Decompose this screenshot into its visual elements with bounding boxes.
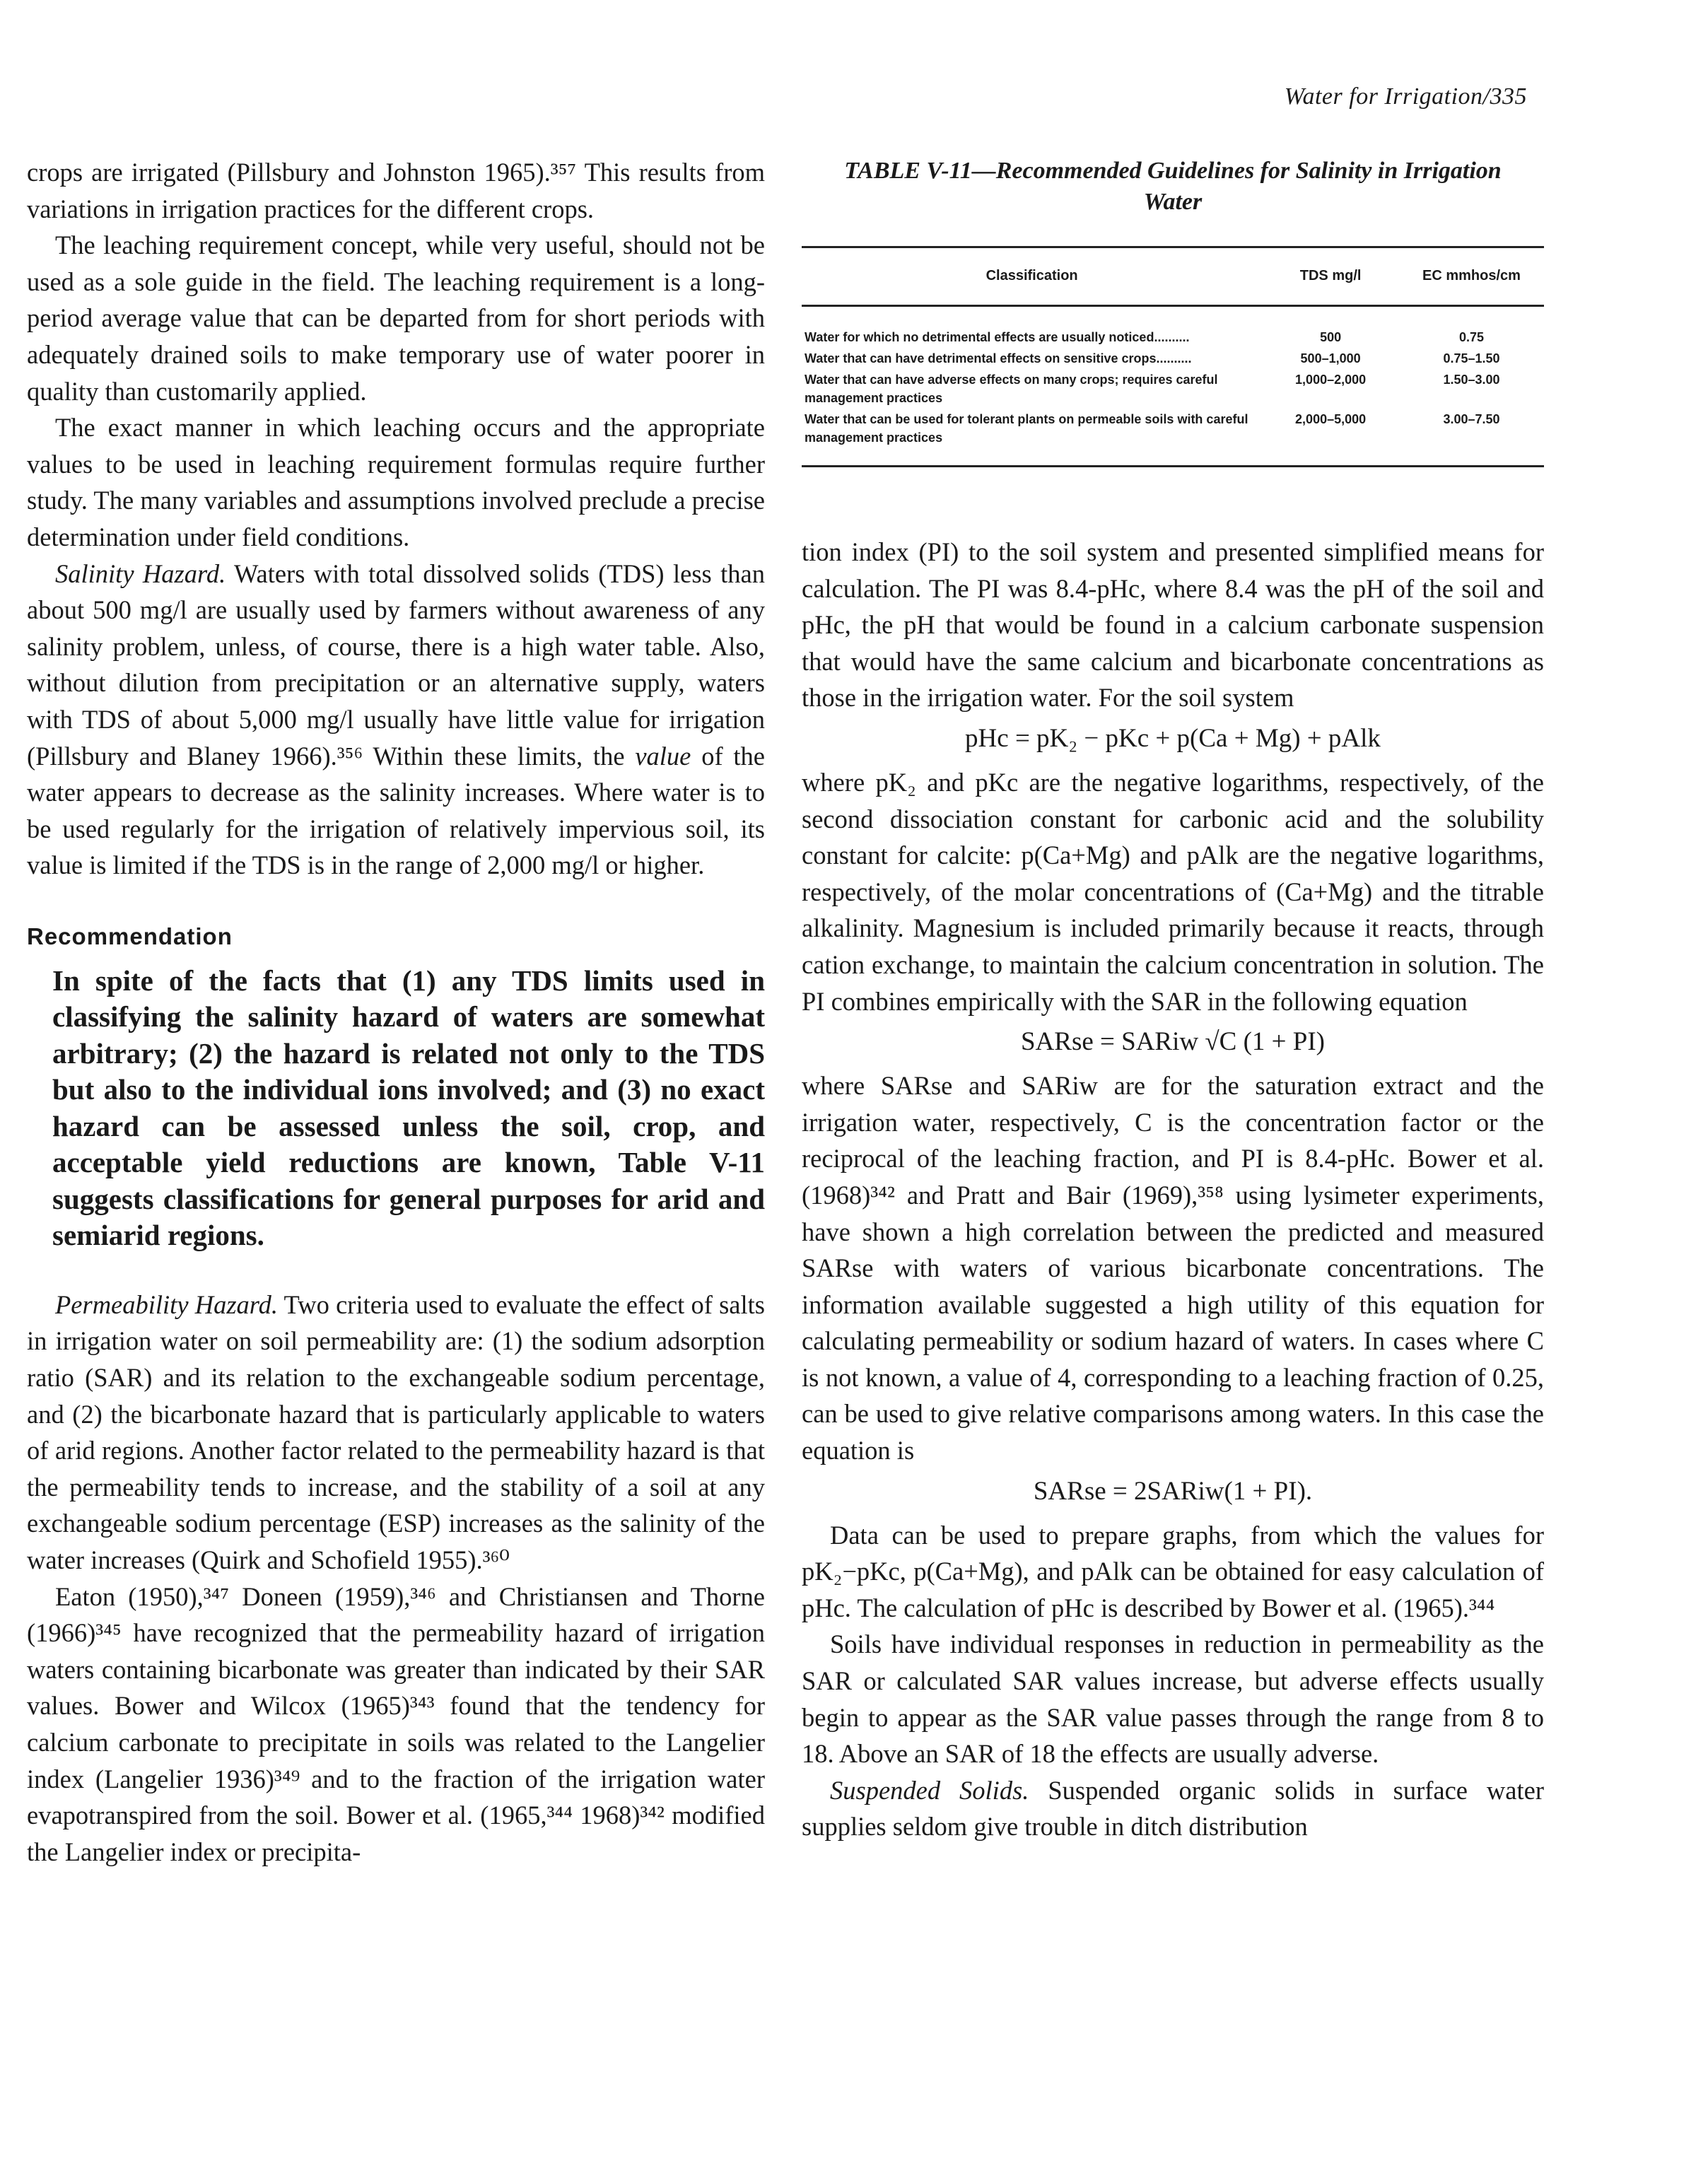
paragraph: The leaching requirement concept, while very useful, should not be used as a sole guide in the field. The leaching requirement is a long-period average value that can be departed from for short periods with adequately drained soils to make temporary use of water poorer in quality than customarily applied. — [27, 230, 765, 406]
table-header-row — [802, 247, 1544, 306]
section-label: Suspended Solids. — [830, 1775, 1029, 1805]
paragraph: crops are irrigated (Pillsbury and Johnston 1965).³⁵⁷ This results from variations in irrigation practices for the different crops. — [27, 158, 765, 223]
equation-sar-simplified: SARse = 2SARiw(1 + PI). — [1033, 1476, 1313, 1506]
paragraph: Data can be used to prepare graphs, from which the values for pK₂−pKc, p(Ca+Mg), and pAlk can be obtained for easy calculation of pHc. The calculation of pHc is described by Bower et al. (1965).³⁴⁴ — [802, 1520, 1544, 1622]
emphasis-text: value — [635, 741, 691, 771]
table-cell: 3.00–7.50 — [1399, 409, 1544, 467]
table-row — [802, 306, 1544, 349]
salinity-guidelines-table — [802, 246, 1544, 467]
salinity-hazard-paragraph — [27, 556, 765, 884]
column-header: Classification — [802, 247, 1262, 306]
running-head: Water for Irrigation/335 — [1284, 83, 1527, 110]
column-header: TDS mg/l — [1262, 247, 1399, 306]
paragraph: Soils have individual responses in reduction in permeability as the SAR or calculated SAR values increase, but adverse effects usually begin to appear as the SAR value passes through the range from 8 to 18. Above an SAR of 18 the effects are usually adverse. — [802, 1629, 1544, 1769]
recommendation-heading: Recommendation — [27, 923, 233, 949]
right-body — [802, 534, 1544, 1845]
table-cell: Water that can be used for tolerant plants on permeable soils with careful management practices — [802, 409, 1262, 467]
column-header: EC mmhos/cm — [1399, 247, 1544, 306]
table-cell: 500 — [1320, 330, 1342, 344]
paragraph: Eaton (1950),³⁴⁷ Doneen (1959),³⁴⁶ and Christiansen and Thorne (1966)³⁴⁵ have recognized that the permeability hazard of irrigation waters containing bicarbonate was greater than indicated by their SAR values. Bower and Wilcox (1965)³⁴³ found that the tendency for calcium carbonate to precipitate in soils was related to the Langelier index (Langelier 1936)³⁴⁹ and to the fraction of the irrigation water evapotranspired from the soil. Bower et al. (1965,³⁴⁴ 1968)³⁴² modified the Langelier index or precipita- — [27, 1581, 765, 1866]
table-row — [802, 348, 1544, 369]
equation-sar: SARse = SARiw √C (1 + PI) — [1020, 1027, 1326, 1057]
paragraph: where pK₂ and pKc are the negative logarithms, respectively, of the second dissociation constant for carbonic acid and the solubility constant for calcite: p(Ca+Mg) and pAlk are the negative logarithms, respectively, of the molar concentrations of (Ca+Mg) and the titrable alkalinity. Magnesium is included primarily because it reacts, through cation exchange, to maintain the calcium concentration in solution. The PI combines empirically with the SAR in the following equation — [802, 767, 1544, 1016]
paragraph: The exact manner in which leaching occurs and the appropriate values to be used in leaching requirement formulas require further study. The many variables and assumptions involved preclude a precise determination under field conditions. — [27, 413, 765, 551]
table-cell: 500–1,000 — [1300, 351, 1361, 365]
suspended-solids-paragraph — [802, 1772, 1544, 1845]
table-cell: Water that can have detrimental effects on sensitive crops.......... — [805, 351, 1192, 365]
paragraph-text: Waters with total dissolved solids (TDS) less than about 500 mg/l are usually used by farmers without awareness of any salinity problem, unless, of course, there is a high water table. Also, without dilution from precipitation or an alternative supply, waters with TDS of about 5,000 mg/l usually have little value for irrigation (Pillsbury and Blaney 1966).³⁵⁶ Within these limits, the — [27, 558, 765, 771]
table-row — [802, 369, 1544, 409]
paragraph-text: Suspended organic solids in surface water supplies seldom give trouble in ditch distribution — [802, 1775, 1544, 1842]
right-column — [802, 154, 1544, 1845]
table-cell: Water for which no detrimental effects are usually noticed.......... — [805, 330, 1190, 344]
table-row — [802, 409, 1544, 467]
section-label: Permeability Hazard. — [55, 1289, 279, 1319]
recommendation-text: In spite of the facts that (1) any TDS limits used in classifying the salinity hazard of waters are somewhat arbitrary; (2) the hazard is related not only to the TDS but also to the individual ions involved; and (3) no exact hazard can be assessed unless the soil, crop, and acceptable yield reductions are known, Table V-11 suggests classifications for general purposes for arid and semiarid regions. — [52, 964, 765, 1252]
permeability-hazard-paragraph — [27, 1287, 765, 1579]
section-label: Salinity Hazard. — [55, 558, 226, 588]
table-cell: Water that can have adverse effects on many crops; requires careful management practices — [805, 373, 1218, 405]
table-cell: 0.75–1.50 — [1443, 351, 1500, 365]
paragraph-text: Two criteria used to evaluate the effect of salts in irrigation water on soil permeability are: (1) the sodium adsorption ratio (SAR) and its relation to the exchangeable sodium percentage, and (2) the bicarbonate hazard that is particularly applicable to waters of arid regions. Another factor related to the permeability hazard is that the permeability tends to increase, and the stability of a soil at any exchangeable sodium percentage (ESP) increases as the salinity of the water increases (Quirk and Schofield 1955).³⁶⁰ — [27, 1289, 765, 1575]
paragraph: where SARse and SARiw are for the saturation extract and the irrigation water, respectively, C is the concentration factor or the reciprocal of the leaching fraction, and PI is 8.4-pHc. Bower et al. (1968)³⁴² and Pratt and Bair (1969),³⁵⁸ using lysimeter experiments, have shown a high correlation between the predicted and measured SARse with waters of various bicarbonate concentrations. The information available suggested a high utility of this equation for calculating permeability or sodium hazard of waters. In cases where C is not known, a value of 4, corresponding to a leaching fraction of 0.25, can be used to give relative comparisons among waters. In this case the equation is — [802, 1071, 1544, 1465]
table-caption: TABLE V-11—Recommended Guidelines for Salinity in Irrigation Water — [844, 158, 1502, 215]
table-cell: 2,000–5,000 — [1262, 409, 1399, 467]
equation-phc: pHc = pK₂ − pKc + p(Ca + Mg) + pAlk — [965, 723, 1381, 753]
paragraph: tion index (PI) to the soil system and presented simplified means for calculation. The PI was 8.4-pHc, where 8.4 was the pH of the soil and pHc, the pH that would be found in a calcium carbonate suspension that would have the same calcium and bicarbonate concentrations as those in the irrigation water. For the soil system — [802, 537, 1544, 713]
table-cell: 1.50–3.00 — [1443, 373, 1500, 387]
left-column — [27, 154, 765, 1870]
paragraph-text: of the water appears to decrease as the salinity increases. Where water is to be used regularly for the irrigation of relatively impervious soil, its value is limited if the TDS is in the range of 2,000 mg/l or higher. — [27, 741, 766, 880]
table-cell: 1,000–2,000 — [1295, 373, 1367, 387]
table-cell: 0.75 — [1458, 330, 1484, 344]
